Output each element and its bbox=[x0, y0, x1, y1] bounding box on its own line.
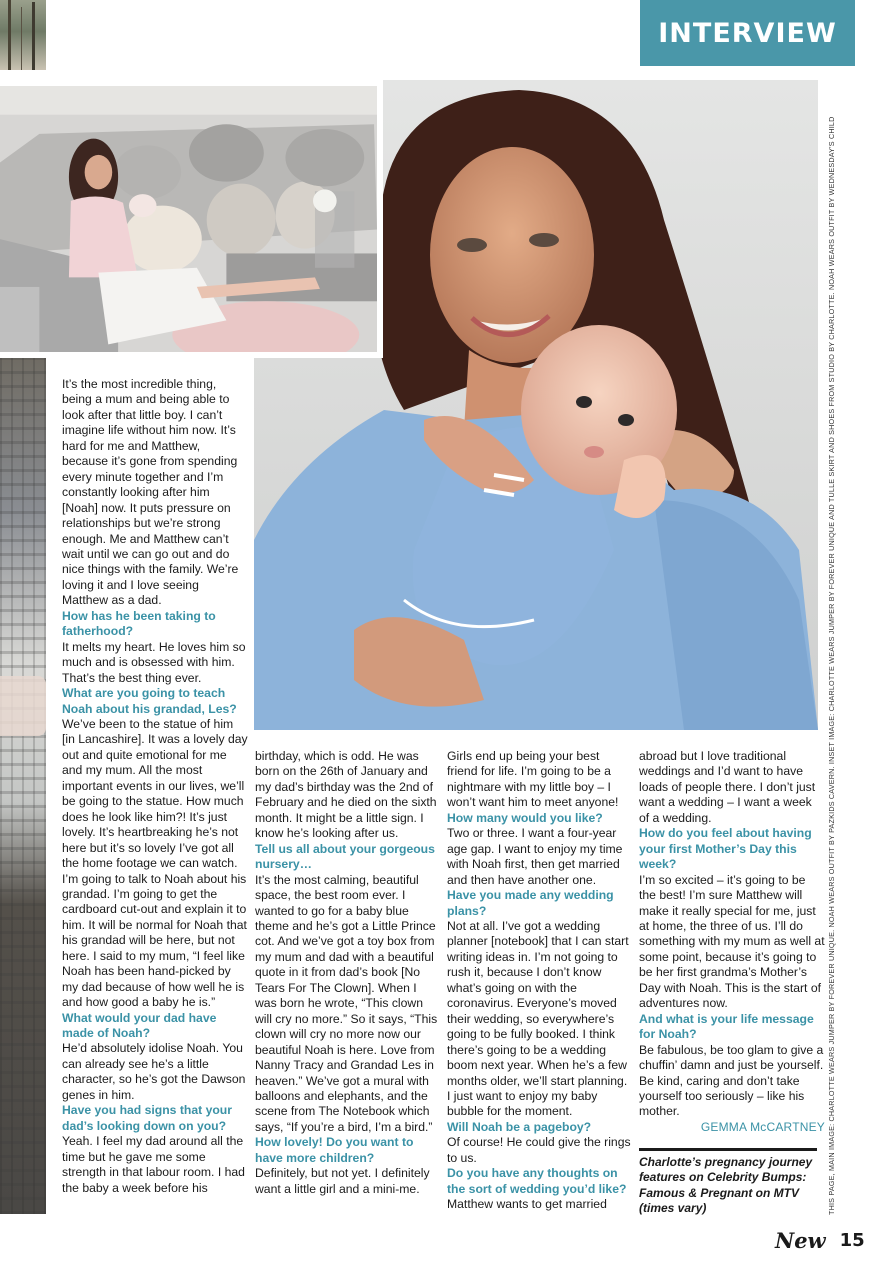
interview-question: And what is your life message for Noah? bbox=[639, 1011, 814, 1042]
interview-answer: It’s the most calming, beautiful space, the best room ever. I wanted to go for a baby blue theme and he’s got a Little Prince cot. And we’ve got a toy box from my mum and dad with a beautiful quote in it from dad’s book [No Tears For The Clown]. When I was born he wrote, “This clown will cry no more.” So it says, “This clown will cry no more now our beautiful Noah is here. Love from Nanny Tracy and Grandad Les in heaven.” We’ve got a mural with balloons and elephants, and the scene from The Notebook which says, “If you’re a bird, I’m a bird.” bbox=[255, 872, 438, 1134]
article-column-1 bbox=[62, 377, 248, 1196]
inset-photo bbox=[0, 80, 383, 358]
interview-question: How has he been taking to fatherhood? bbox=[62, 608, 216, 639]
interview-answer: We’ve been to the statue of him [in Lancashire]. It was a lovely day out and quite emotional for me and my mum. All the most important events in our lives, we’ll be going to the statue. How much does he look like him?! It’s just lovely. It’s heartbreaking he’s not here but it’s so lovely I’ve got all the home footage we can watch. I’m going to talk to Noah about his grandad. I’m going to get the cardboard cut-out and explain it to him. It will be normal for Noah that his grandad will be here, but not here. I said to my mum, “I feel like Noah has been hand-picked by my dad because of how well he is and how good a baby he is.” bbox=[62, 716, 248, 1010]
author-byline: GEMMA McCARTNEY bbox=[700, 1119, 825, 1134]
interview-answer: Be fabulous, be too glam to give a chuffin’ damn and just be yourself. Be kind, caring and don’t take yourself too seriously – like his mother. bbox=[639, 1042, 824, 1119]
interview-answer: birthday, which is odd. He was born on the 26th of January and my dad’s birthday was the 2nd of February and he died on the sixth month. It might be a little sign. I know he’s looking after us. bbox=[255, 749, 437, 841]
article-column-3 bbox=[447, 749, 633, 1213]
photo-credit: THIS PAGE, MAIN IMAGE: CHARLOTTE WEARS JUMPER BY FOREVER UNIQUE. NOAH WEARS OUTFIT BY PAZKIDS CAVERN. INSET IMAGE: CHARLOTTE WEARS JUMPER BY FOREVER UNIQUE AND TULLE SKIRT AND SHOES FROM STUDIO BY CHARLOTTE. NOAH WEARS OUTFIT BY WEDNESDAY'S CHILD bbox=[827, 116, 836, 1215]
tv-caption: Charlotte’s pregnancy journey features on Celebrity Bumps: Famous & Pregnant on MTV (times vary) bbox=[639, 1155, 813, 1216]
interview-question: What are you going to teach Noah about his grandad, Les? bbox=[62, 686, 237, 716]
interview-answer: I’m so excited – it’s going to be the best! I’m sure Matthew will make it really special for me, just at home, the three of us. I’ll do something with my mum as well at some point, because it’s going to be her first grandma’s Mother’s Day with Noah. This is the start of adventures now. bbox=[639, 872, 825, 1011]
interview-answer: Girls end up being your best friend for life. I’m going to be a nightmare with my little boy – I won’t want him to meet anyone! bbox=[447, 749, 619, 810]
caption-divider bbox=[639, 1148, 817, 1151]
interview-answer: Matthew wants to get married bbox=[447, 1197, 607, 1212]
article-column-4 bbox=[639, 749, 825, 1135]
interview-question: What would your dad have made of Noah? bbox=[62, 1010, 217, 1041]
interview-answer: He’d absolutely idolise Noah. You can already see he’s a little character, so he’s got the Dawson genes in him. bbox=[62, 1041, 246, 1102]
interview-answer: Of course! He could give the rings to us. bbox=[447, 1135, 631, 1165]
interview-answer: abroad but I love traditional weddings and I’d want to have loads of people there. I don’t just want a wedding – I want a week of a wedding. bbox=[639, 749, 816, 825]
interview-question: Have you had signs that your dad’s looking down on you? bbox=[62, 1103, 232, 1133]
interview-answer: It’s the most incredible thing, being a mum and being able to look after that little boy. I can’t imagine life without him now. It’s hard for me and Matthew, because it’s gone from spending every minute together and I’m constantly looking after him [Noah] now. It puts pressure on relationships but we’re strong enough. Me and Matthew can’t wait until we can go out and do nice things with the family. We’re loving it and I love seeing Matthew as a dad. bbox=[62, 377, 239, 608]
section-tab bbox=[640, 0, 855, 66]
left-edge-photo-bottom bbox=[0, 356, 46, 1214]
left-edge-photo-top bbox=[0, 0, 46, 70]
interview-question: How lovely! Do you want to have more children? bbox=[255, 1135, 414, 1165]
page-footer bbox=[775, 1228, 865, 1252]
article-column-2 bbox=[255, 749, 441, 1197]
interview-question: Will Noah be a pageboy? bbox=[447, 1119, 592, 1134]
magazine-brand: New bbox=[775, 1227, 826, 1253]
page-number: 15 bbox=[839, 1229, 865, 1251]
interview-question: Tell us all about your gorgeous nursery… bbox=[255, 841, 435, 872]
section-tab-label: INTERVIEW bbox=[658, 17, 837, 49]
interview-question: Do you have any thoughts on the sort of wedding you’d like? bbox=[447, 1166, 627, 1196]
interview-answer: It melts my heart. He loves him so much and is obsessed with him. That’s the best thing ever. bbox=[62, 639, 246, 685]
interview-answer: Definitely, but not yet. I definitely want a little girl and a mini-me. bbox=[255, 1166, 430, 1196]
interview-answer: Two or three. I want a four-year age gap. I want to enjoy my time with Noah first, then get married and then have another one. bbox=[447, 826, 623, 887]
interview-answer: Yeah. I feel my dad around all the time but he gave me some strength in that labour room. I had the baby a week before his bbox=[62, 1134, 245, 1195]
interview-question: How do you feel about having your first Mother’s Day this week? bbox=[639, 826, 812, 872]
interview-question: How many would you like? bbox=[447, 810, 603, 825]
interview-question: Have you made any wedding plans? bbox=[447, 888, 614, 918]
interview-answer: Not at all. I’ve got a wedding planner [notebook] that I can start writing ideas in. I’m not going to rush it, because I don’t know what’s going on with the coronavirus. Everyone’s moved their wedding, so everywhere’s going to be fully booked. I think there’s going to be a wedding boom next year. When he’s a few months older, we’ll start planning. I just want to enjoy my baby bubble for the moment. bbox=[447, 918, 629, 1119]
